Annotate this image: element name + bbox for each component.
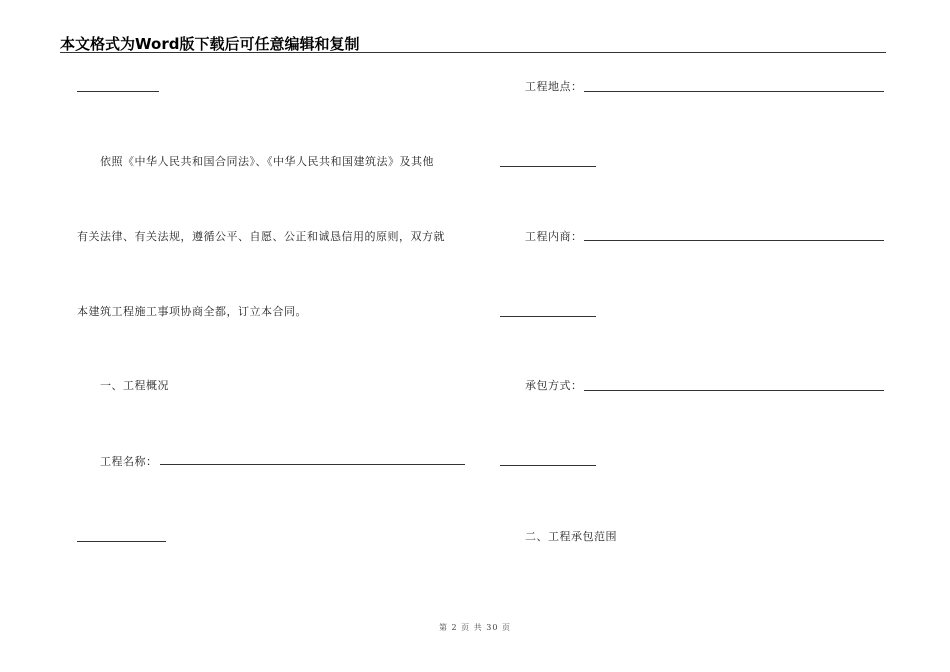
project-content-label: 工程内商： (525, 230, 583, 243)
header-divider (60, 52, 886, 53)
blank-line-bottom-left (77, 541, 166, 542)
blank-line-right-3 (500, 465, 596, 466)
paragraph-line-2: 有关法律、有关法规，遵循公平、自愿、公正和诚恳信用的原则，双方就 (77, 230, 445, 243)
page-number: 第 2 页 共 30 页 (439, 623, 511, 632)
project-content-field[interactable] (584, 240, 884, 241)
contract-method-label: 承包方式： (525, 379, 583, 392)
section-heading-1: 一、工程概况 (100, 379, 169, 392)
section-heading-2: 二、工程承包范围 (525, 530, 617, 543)
paragraph-line-1: 依照《中华人民共和国合同法》、《中华人民共和国建筑法》及其他 (100, 155, 434, 168)
blank-line-top-left (77, 91, 159, 92)
blank-line-right-1 (500, 166, 596, 167)
project-location-label: 工程地点： (525, 80, 583, 93)
project-name-label: 工程名称： (100, 455, 158, 468)
contract-method-field[interactable] (584, 390, 884, 391)
project-location-field[interactable] (584, 91, 884, 92)
header-title: 本文格式为Word版下载后可任意编辑和复制 (60, 35, 360, 53)
paragraph-line-3: 本建筑工程施工事项协商全都，订立本合同。 (77, 305, 307, 318)
blank-line-right-2 (500, 316, 596, 317)
project-name-field[interactable] (160, 464, 465, 465)
